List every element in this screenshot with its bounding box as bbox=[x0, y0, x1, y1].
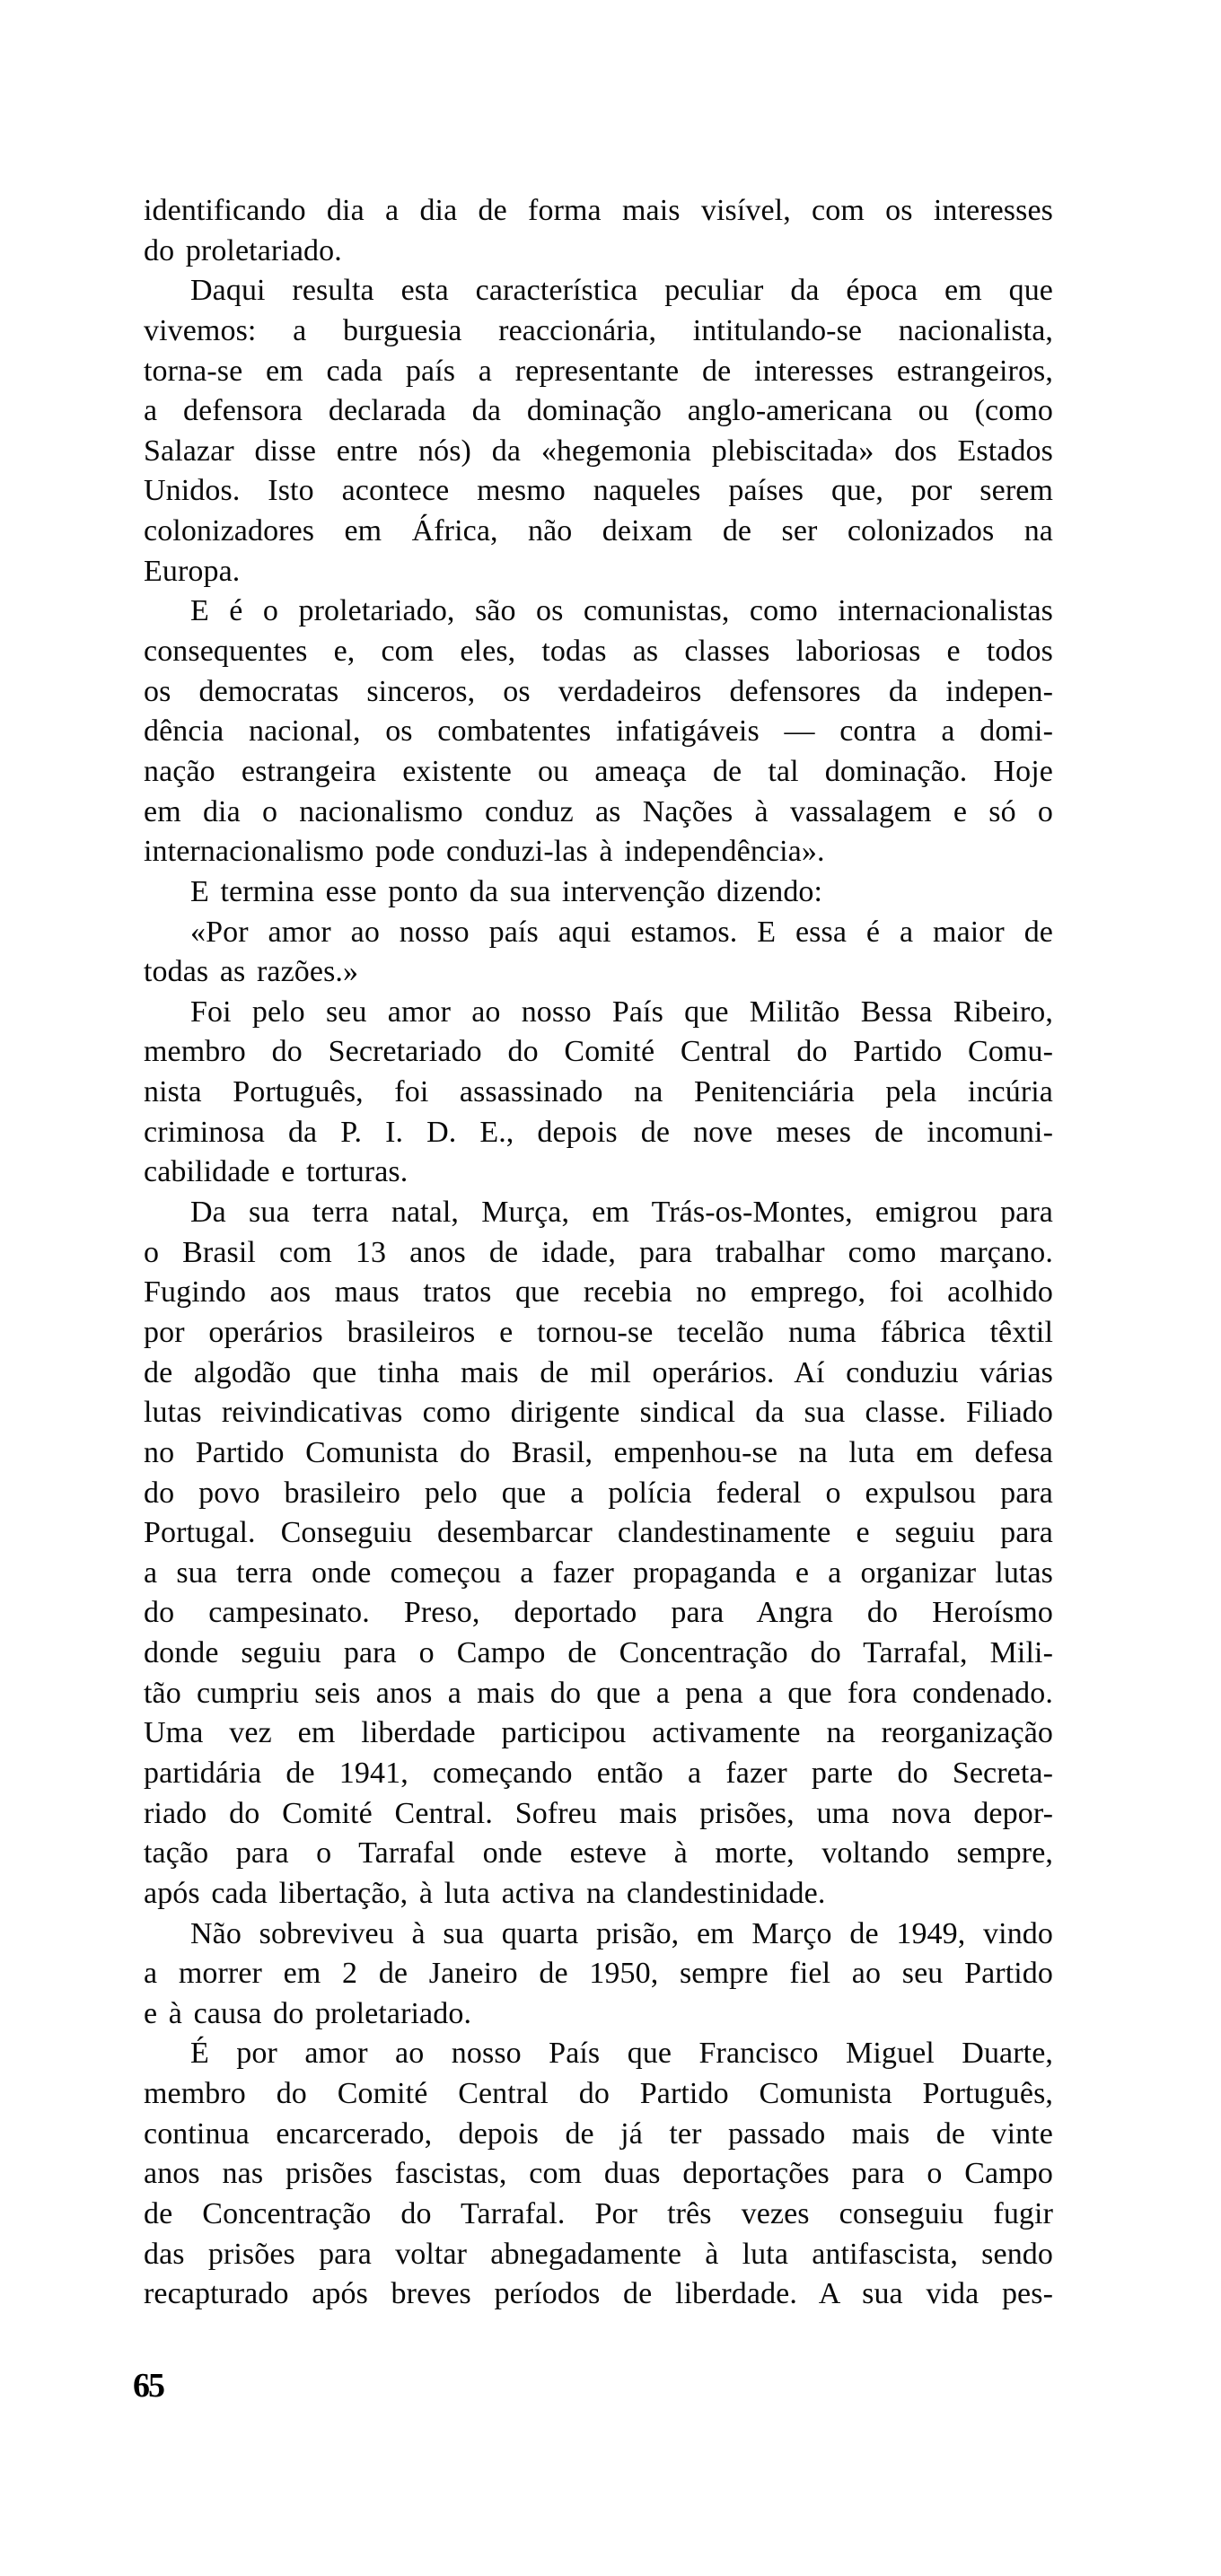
text-line: de Concentração do Tarrafal. Por três vezes conseguiu fugir bbox=[144, 2197, 1053, 2231]
text-line: do proletariado. bbox=[144, 233, 342, 267]
text-line: Uma vez em liberdade participou activamente na reorganização bbox=[144, 1716, 1053, 1750]
text-line: e à causa do proletariado. bbox=[144, 1996, 472, 2030]
text-line: no Partido Comunista do Brasil, empenhou-se na luta em defesa bbox=[144, 1435, 1053, 1469]
paragraph-first-line: É por amor ao nosso País que Francisco Miguel Duarte, bbox=[190, 2037, 1053, 2071]
text-line: continua encarcerado, depois de já ter passado mais de vinte bbox=[144, 2116, 1053, 2151]
paragraph-first-line: Daqui resulta esta característica peculiar da época em que bbox=[190, 274, 1053, 308]
body-text bbox=[144, 191, 1053, 2315]
paragraph-first-line: «Por amor ao nosso país aqui estamos. E essa é a maior de bbox=[190, 915, 1053, 949]
text-line: torna-se em cada país a representante de interesses estrangeiros, bbox=[144, 354, 1053, 388]
text-line: de algodão que tinha mais de mil operários. Aí conduziu várias bbox=[144, 1355, 1053, 1389]
paragraph-first-line: E é o proletariado, são os comunistas, como internacionalistas bbox=[190, 594, 1053, 628]
paragraph-first-line: E termina esse ponto da sua intervenção dizendo: bbox=[190, 874, 823, 908]
text-line: recapturado após breves períodos de liberdade. A sua vida pes- bbox=[144, 2277, 1053, 2311]
text-line: após cada libertação, à luta activa na clandestinidade. bbox=[144, 1876, 826, 1910]
text-line: tação para o Tarrafal onde esteve à morte, voltando sempre, bbox=[144, 1836, 1053, 1871]
text-line: tão cumpriu seis anos a mais do que a pena a que fora condenado. bbox=[144, 1676, 1053, 1710]
text-line: consequentes e, com eles, todas as classes laboriosas e todos bbox=[144, 635, 1053, 669]
text-line: partidária de 1941, começando então a fazer parte do Secreta- bbox=[144, 1756, 1053, 1790]
text-line: internacionalismo pode conduzi-las à independência». bbox=[144, 835, 825, 869]
text-line: todas as razões.» bbox=[144, 955, 359, 989]
paragraph-first-line: Da sua terra natal, Murça, em Trás-os-Montes, emigrou para bbox=[190, 1196, 1053, 1230]
text-line: anos nas prisões fascistas, com duas deportações para o Campo bbox=[144, 2157, 1053, 2191]
text-line: lutas reivindicativas como dirigente sindical da sua classe. Filiado bbox=[144, 1396, 1053, 1430]
text-line: Unidos. Isto acontece mesmo naqueles países que, por serem bbox=[144, 474, 1053, 508]
text-line: a defensora declarada da dominação anglo-americana ou (como bbox=[144, 394, 1053, 428]
text-line: Europa. bbox=[144, 554, 241, 588]
paragraph-first-line: Não sobreviveu à sua quarta prisão, em Março de 1949, vindo bbox=[190, 1916, 1053, 1950]
text-line: cabilidade e torturas. bbox=[144, 1155, 408, 1189]
text-line: a sua terra onde começou a fazer propaganda e a organizar lutas bbox=[144, 1555, 1053, 1590]
paragraph-first-line: Foi pelo seu amor ao nosso País que Militão Bessa Ribeiro, bbox=[190, 994, 1053, 1029]
text-line: riado do Comité Central. Sofreu mais prisões, uma nova depor- bbox=[144, 1796, 1053, 1830]
text-line: os democratas sinceros, os verdadeiros defensores da indepen- bbox=[144, 674, 1053, 708]
text-line: identificando dia a dia de forma mais visível, com os interesses bbox=[144, 194, 1053, 227]
text-line: nação estrangeira existente ou ameaça de tal dominação. Hoje bbox=[144, 754, 1053, 788]
text-line: o Brasil com 13 anos de idade, para trabalhar como marçano. bbox=[144, 1235, 1053, 1269]
text-line: criminosa da P. I. D. E., depois de nove meses de incomuni- bbox=[144, 1115, 1053, 1149]
text-line: membro do Secretariado do Comité Central do Partido Comu- bbox=[144, 1035, 1053, 1069]
text-line: Salazar disse entre nós) da «hegemonia plebiscitada» dos Estados bbox=[144, 434, 1053, 468]
text-line: por operários brasileiros e tornou-se tecelão numa fábrica têxtil bbox=[144, 1315, 1053, 1349]
text-line: Portugal. Conseguiu desembarcar clandestinamente e seguiu para bbox=[144, 1516, 1053, 1550]
text-line: das prisões para voltar abnegadamente à luta antifascista, sendo bbox=[144, 2237, 1053, 2271]
text-line: dência nacional, os combatentes infatigáveis — contra a domi- bbox=[144, 714, 1053, 749]
text-line: vivemos: a burguesia reaccionária, intitulando-se nacionalista, bbox=[144, 313, 1053, 347]
text-line: membro do Comité Central do Partido Comunista Português, bbox=[144, 2077, 1053, 2111]
text-line: donde seguiu para o Campo de Concentração do Tarrafal, Mili- bbox=[144, 1636, 1053, 1670]
text-line: a morrer em 2 de Janeiro de 1950, sempre fiel ao seu Partido bbox=[144, 1957, 1053, 1991]
text-line: do povo brasileiro pelo que a polícia federal o expulsou para bbox=[144, 1476, 1053, 1510]
text-line: nista Português, foi assassinado na Penitenciária pela incúria bbox=[144, 1075, 1053, 1109]
text-line: do campesinato. Preso, deportado para Angra do Heroísmo bbox=[144, 1596, 1053, 1630]
text-line: em dia o nacionalismo conduz as Nações à vassalagem e só o bbox=[144, 794, 1053, 828]
text-line: Fugindo aos maus tratos que recebia no emprego, foi acolhido bbox=[144, 1275, 1053, 1310]
page-number: 65 bbox=[133, 2367, 163, 2405]
text-line: colonizadores em África, não deixam de ser colonizados na bbox=[144, 514, 1053, 548]
